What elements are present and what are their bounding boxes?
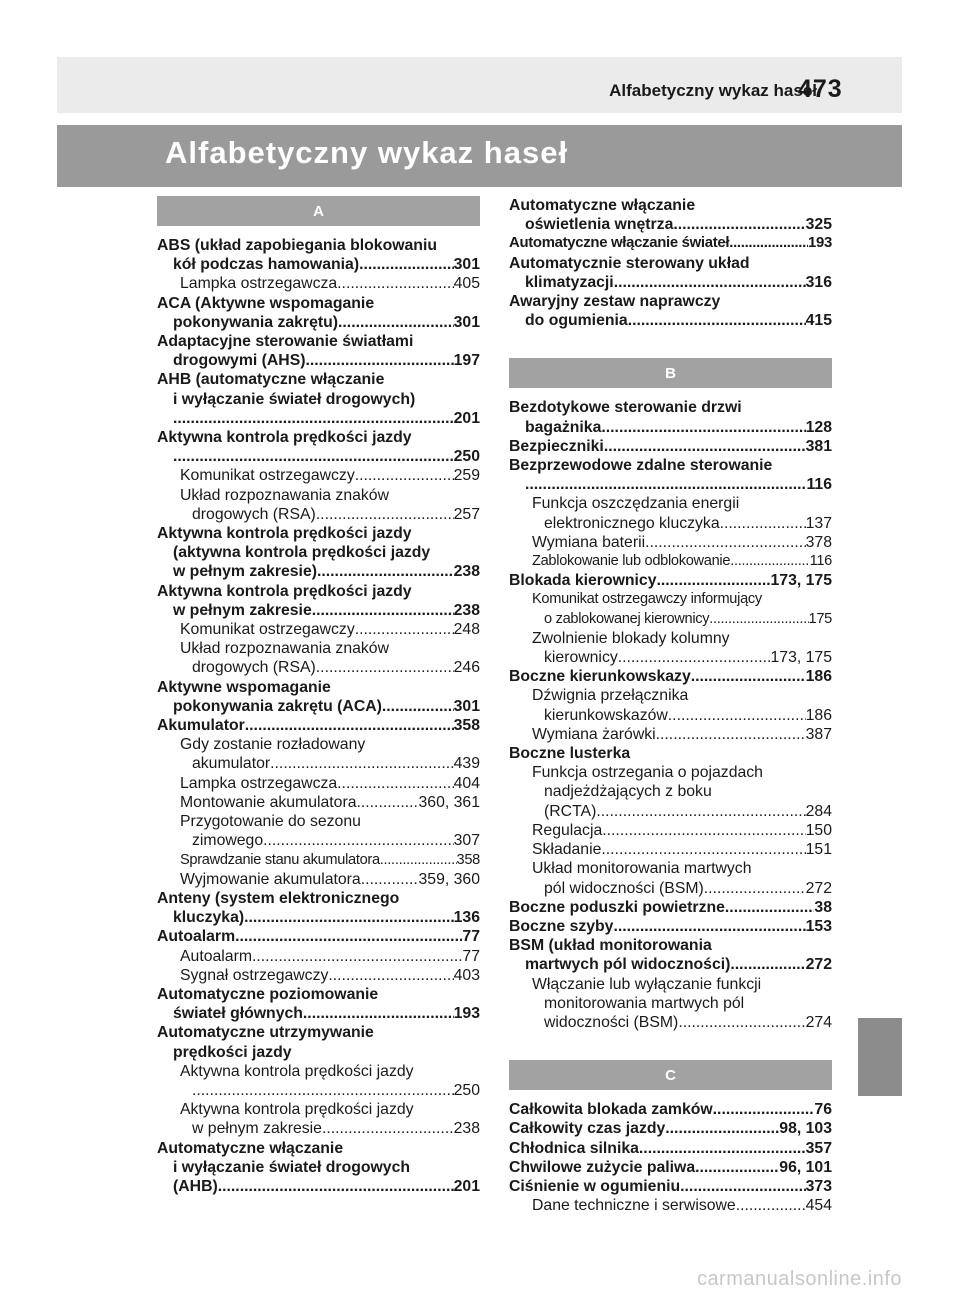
index-page-number: 415 [805,312,832,330]
index-entry [509,552,832,571]
index-entry-text: Anteny (system elektronicznego [157,889,400,907]
index-entry [157,332,480,370]
index-entry [157,1139,480,1197]
index-entry-text: Automatyczne włączanie świateł [509,235,730,252]
index-entry [157,236,480,274]
dot-leader [678,1013,805,1032]
dot-leader [596,802,805,821]
index-entry-text: Dane techniczne i serwisowe [532,1197,736,1215]
index-entry [509,840,832,859]
dot-leader [713,1100,815,1119]
index-entry-text: Zablokowanie lub odblokowanie [532,553,731,570]
dot-leader [303,1004,454,1023]
index-entry-text: Autoalarm [157,928,236,946]
index-entry [509,590,832,628]
index-page-number: 38 [814,898,832,916]
index-entry-text: o zablokowanej kierownicy [544,610,710,627]
dot-leader [604,437,806,456]
index-page-number: 381 [805,437,832,455]
index-entry-text: prędkości jazdy [173,1043,292,1061]
index-entry [157,582,480,620]
dot-leader [657,571,771,590]
index-page-number: 173, 175 [770,572,832,590]
index-entry-text: Aktywna kontrola prędkości jazdy [180,1101,414,1119]
dot-leader [613,917,805,936]
index-entry-text: Sprawdzanie stanu akumulatora [180,851,380,868]
dot-leader [639,1139,806,1158]
index-entry-text: Boczne szyby [509,917,614,935]
index-entry-text: Funkcja ostrzegania o pojazdach [532,764,763,782]
index-entry [157,1062,480,1100]
index-page-number: 76 [814,1101,832,1119]
index-entry-text: Aktywna kontrola prędkości jazdy [157,525,412,543]
index-page-number: 357 [805,1139,832,1157]
index-entry-text: w pełnym zakresie) [173,563,317,581]
index-entry-text: w pełnym zakresie [192,1120,322,1138]
dot-leader [317,562,454,581]
index-entry [157,966,480,985]
index-page-number: 77 [462,947,480,965]
dot-leader [263,831,454,850]
index-entry [509,196,832,234]
dot-leader [618,648,771,667]
index-entry [509,533,832,552]
index-page-number: 378 [805,533,832,551]
index-entry-text: widoczności (BSM) [544,1013,679,1031]
index-entry-text: pokonywania zakrętu (ACA) [173,697,382,715]
dot-leader [337,274,453,293]
index-entry [509,1177,832,1196]
index-entry [509,725,832,744]
index-entry-text: (aktywna kontrola prędkości jazdy [173,544,431,562]
index-entry-text: Automatyczne włączanie [509,197,696,214]
index-entry [509,629,832,667]
page-number: 473 [798,75,843,103]
index-page-number: 246 [453,659,480,677]
index-entry-text: w pełnym zakresie [173,601,312,619]
index-list-a [157,236,480,1196]
index-entry-text: Boczne lusterka [509,745,631,763]
index-page-number: 284 [805,802,832,820]
index-entry [509,1100,832,1119]
index-entry-text: Układ rozpoznawania znaków [180,486,389,504]
index-entry [509,667,832,686]
index-entry [157,1023,480,1061]
index-entry-text: i wyłączanie świateł drogowych) [173,390,416,408]
index-entry [157,486,480,524]
index-page-number: 316 [805,273,832,291]
index-entry-text: (RCTA) [544,802,597,820]
index-entry-text: Regulacja [532,821,603,839]
index-page-number: 301 [453,256,480,274]
index-entry [157,370,480,428]
index-entry [157,1100,480,1138]
index-entry-text: Aktywna kontrola prędkości jazdy [157,429,412,447]
index-entry [509,1139,832,1158]
index-entry [509,1119,832,1138]
index-page-number: 128 [805,418,832,436]
index-entry [157,524,480,582]
index-entry [509,437,832,456]
index-page-number: 98, 103 [779,1120,832,1138]
index-entry [509,571,832,590]
index-entry-text: Dźwignia przełącznika [532,687,689,705]
running-title: Alfabetyczny wykaz haseł [609,81,817,100]
dot-leader [337,774,453,793]
index-entry-text: kół podczas hamowania) [173,256,360,274]
dot-leader [359,255,454,274]
index-page-number: 358 [453,717,480,735]
dot-leader [328,966,453,985]
index-entry-text: Montowanie akumulatora [180,793,357,811]
index-entry-text: monitorowania martwych pól [544,994,745,1012]
dot-leader [173,447,454,466]
index-entry-text: Składanie [532,841,602,859]
dot-leader [316,505,454,524]
index-page-number: 173, 175 [770,649,832,667]
section-header-b: B [509,358,832,388]
index-entry-text: Lampka ostrzegawcza [180,774,338,792]
index-entry-text: Blokada kierownicy [509,572,657,590]
index-entry [157,870,480,889]
dot-leader [602,821,805,840]
index-page-number: 250 [453,448,480,466]
index-entry-text: Awaryjny zestaw naprawczy [509,293,721,311]
index-page-number: 175 [808,610,832,627]
index-column-right [509,196,832,1215]
index-page-number: 250 [453,1081,480,1099]
index-entry-text: Ciśnienie w ogumieniu [509,1177,681,1195]
index-entry-text: Komunikat ostrzegawczy [180,621,355,639]
index-entry-text: Chwilowe zużycie paliwa [509,1158,696,1176]
dot-leader [361,870,419,889]
index-entry [157,851,480,870]
index-entry [157,294,480,332]
dot-leader [704,879,806,898]
index-entry-text: Bezprzewodowe zdalne sterowanie [509,457,773,475]
index-entry-text: do ogumienia [525,312,628,330]
dot-leader [665,1119,779,1138]
index-entry-text: Sygnał ostrzegawczy [180,966,329,984]
index-page-number: 301 [453,697,480,715]
index-entry [509,398,832,436]
dot-leader [709,610,808,629]
index-page-number: 248 [453,621,480,639]
index-entry-text: elektronicznego kluczyka [544,514,720,532]
index-page-number: 373 [805,1177,832,1195]
watermark: carmanualsonline.info [696,1268,902,1290]
dot-leader [656,725,806,744]
index-entry-text: drogowymi (AHS) [173,352,306,370]
index-entry-text: Aktywna kontrola prędkości jazdy [180,1062,414,1080]
index-entry-text: i wyłączanie świateł drogowych [173,1158,411,1176]
index-page-number: 116 [809,553,832,570]
index-entry-text: kierunkowskazów [544,706,668,724]
index-entry-text: pokonywania zakrętu) [173,313,339,331]
index-entry [509,821,832,840]
index-page-number: 257 [453,505,480,523]
dot-leader [173,409,454,428]
section-header-c: C [509,1060,832,1090]
index-entry [157,735,480,773]
index-page-number: 137 [805,514,832,532]
dot-leader [357,793,419,812]
index-entry-text: akumulator [192,755,271,773]
index-entry-text: Akumulator [157,717,245,735]
index-entry-text: klimatyzacji [525,273,614,291]
dot-leader [382,697,454,716]
index-page-number: 272 [805,879,832,897]
page-title: Alfabetyczny wykaz haseł [165,135,569,170]
index-entry-text: drogowych (RSA) [192,505,316,523]
index-entry [157,774,480,793]
index-entry [157,985,480,1023]
index-entry [157,793,480,812]
index-entry-text: kluczyka) [173,909,245,927]
index-list-c [509,1100,832,1215]
dot-leader [316,658,454,677]
index-page-number: 405 [453,275,480,293]
index-page-number: 186 [805,668,832,686]
index-entry-text: Lampka ostrzegawcza [180,275,338,293]
index-entry-text: Wymiana żarówki [532,725,656,743]
index-entry-text: Układ rozpoznawania znaków [180,640,389,658]
index-entry [509,234,832,253]
dot-leader [218,1177,454,1196]
index-entry-text: Chłodnica silnika [509,1139,639,1157]
index-page-number: 403 [453,966,480,984]
index-entry [157,274,480,293]
index-entry [509,1158,832,1177]
dot-leader [601,840,805,859]
index-entry-text: Automatycznie sterowany układ [509,254,750,272]
index-entry [157,466,480,485]
dot-leader [725,898,815,917]
dot-leader [322,1119,454,1138]
index-entry [509,686,832,724]
index-column-left [157,196,480,1196]
index-page-number: 193 [808,235,832,252]
index-page-number: 307 [453,832,480,850]
index-entry-text: Gdy zostanie rozładowany [180,736,366,754]
index-entry [157,889,480,927]
index-entry-text: oświetlenia wnętrza [525,216,674,234]
index-entry-text: Adaptacyjne sterowanie światłami [157,333,414,351]
dot-leader [306,351,454,370]
index-page-number: 186 [805,706,832,724]
index-entry-text: Boczne poduszki powietrzne [509,898,725,916]
index-entry-text: Bezdotykowe sterowanie drzwi [509,399,742,417]
index-entry [509,744,832,763]
index-entry-text: Aktywna kontrola prędkości jazdy [157,582,412,600]
index-entry [509,936,832,974]
index-page-number: 153 [805,917,832,935]
dot-leader [736,1196,806,1215]
index-page-number: 238 [453,601,480,619]
index-entry-text: Bezpieczniki [509,437,604,455]
dot-leader [235,927,462,946]
dot-leader [628,311,806,330]
index-entry [509,456,832,494]
index-entry-text: Układ monitorowania martwych [532,860,752,878]
index-entry [509,494,832,532]
index-entry-text: bagażnika [525,418,602,436]
index-entry-text: Aktywne wspomaganie [157,678,331,696]
section-header-a: A [157,196,480,226]
index-page-number: 201 [453,1177,480,1195]
dot-leader [680,1177,805,1196]
index-entry-text: Automatyczne włączanie [157,1139,344,1157]
dot-leader [668,706,806,725]
index-entry-text: zimowego [192,832,264,850]
index-entry-text: drogowych (RSA) [192,659,316,677]
index-entry [509,898,832,917]
index-entry-text: Funkcja oszczędzania energii [532,495,740,513]
index-page-number: 439 [453,755,480,773]
dot-leader [645,533,806,552]
index-list-b [509,398,832,1032]
index-entry [157,716,480,735]
index-entry [157,678,480,716]
index-entry [157,812,480,850]
index-page-number: 116 [806,476,832,494]
index-page-number: 404 [453,774,480,792]
index-entry-text: świateł głównych [173,1005,303,1023]
index-entry-text: kierownicy [544,649,618,667]
dot-leader [270,754,453,773]
index-entry-text: Komunikat ostrzegawczy informujący [532,591,762,608]
index-page-number: 274 [805,1013,832,1031]
index-entry-text: Komunikat ostrzegawczy [180,467,355,485]
dot-leader [730,552,809,571]
index-entry-text: Wymiana baterii [532,533,646,551]
index-entry [509,254,832,292]
index-page-number: 96, 101 [779,1158,832,1176]
dot-leader [614,273,806,292]
index-entry-text: Całkowity czas jazdy [509,1120,666,1138]
index-page-number: 301 [453,313,480,331]
index-page-number: 197 [453,352,480,370]
index-entry-text: Boczne kierunkowskazy [509,668,691,686]
index-entry-text: ABS (układ zapobiegania blokowaniu [157,237,437,254]
index-entry [509,763,832,821]
dot-leader [355,620,454,639]
section-tab-marker [858,1018,902,1096]
index-page-number: 359, 360 [418,870,480,888]
dot-leader [695,1158,779,1177]
dot-leader [355,466,454,485]
index-entry [157,428,480,466]
dot-leader [691,667,806,686]
index-entry-text: Wyjmowanie akumulatora [180,870,361,888]
index-page-number: 193 [453,1005,480,1023]
index-entry-text: ACA (Aktywne wspomaganie [157,294,375,312]
dot-leader [312,601,454,620]
dot-leader [673,215,805,234]
index-entry-text: Włączanie lub wyłączanie funkcji [532,975,762,993]
dot-leader [729,234,808,253]
index-page-number: 238 [453,1120,480,1138]
index-entry-text: pól widoczności (BSM) [544,879,704,897]
index-entry-text: AHB (automatyczne włączanie [157,371,385,389]
dot-leader [380,851,457,870]
index-entry [157,947,480,966]
index-entry [157,620,480,639]
index-entry-text: BSM (układ monitorowania [509,937,712,955]
index-entry [509,1196,832,1215]
index-page-number: 150 [805,821,832,839]
dot-leader [192,1081,454,1100]
dot-leader [601,418,805,437]
index-page-number: 238 [453,563,480,581]
index-entry [157,927,480,946]
index-page-number: 259 [453,467,480,485]
index-list-a-continued [509,196,832,330]
index-page-number: 136 [453,909,480,927]
dot-leader [338,313,454,332]
dot-leader [525,475,807,494]
dot-leader [252,947,462,966]
index-entry-text: Autoalarm [180,947,252,965]
index-entry-text: martwych pól widoczności) [525,956,731,974]
index-entry-text: Automatyczne poziomowanie [157,985,379,1003]
index-entry [509,975,832,1033]
index-page-number: 272 [805,956,832,974]
index-entry [509,859,832,897]
index-page-number: 325 [805,216,832,234]
index-entry-text: (AHB) [173,1177,218,1195]
index-entry-text: Przygotowanie do sezonu [180,813,361,831]
index-page-number: 387 [805,725,832,743]
index-page-number: 360, 361 [418,793,480,811]
index-page-number: 77 [462,928,480,946]
index-entry-text: Całkowita blokada zamków [509,1101,713,1119]
index-page-number: 201 [453,409,480,427]
index-entry [509,917,832,936]
index-page-number: 454 [805,1197,832,1215]
dot-leader [245,716,454,735]
index-entry-text: Automatyczne utrzymywanie [157,1024,374,1042]
index-entry [157,639,480,677]
dot-leader [720,514,806,533]
index-entry-text: nadjeżdżających z boku [544,783,712,801]
index-page-number: 151 [805,841,832,859]
index-entry-text: Zwolnienie blokady kolumny [532,629,730,647]
index-entry [509,292,832,330]
index-page-number: 358 [456,851,480,868]
dot-leader [730,955,805,974]
dot-leader [244,908,454,927]
